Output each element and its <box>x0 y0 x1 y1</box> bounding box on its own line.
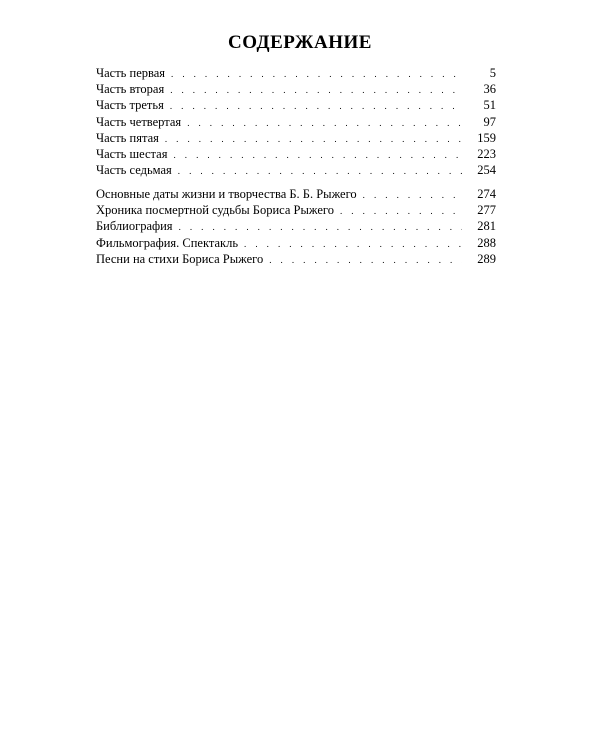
toc-entry-label: Хроника посмертной судьбы Бориса Рыжего <box>96 203 334 218</box>
toc-entry-label: Фильмография. Спектакль <box>96 235 239 250</box>
toc-page-number: 289 <box>477 251 496 266</box>
toc-entry-appendix-1 <box>96 186 496 202</box>
page-title: СОДЕРЖАНИЕ <box>228 32 372 53</box>
toc-entry-label: Часть первая <box>96 66 166 80</box>
toc-page-number: 5 <box>489 66 496 80</box>
dot-leader <box>244 236 462 252</box>
toc-page-number: 223 <box>477 146 496 161</box>
toc-entry-part-5 <box>96 130 496 146</box>
toc-page-number: 281 <box>477 219 496 234</box>
toc-page-number: 254 <box>477 163 496 178</box>
toc-parts <box>96 65 496 178</box>
dot-leader <box>165 131 462 147</box>
toc-entry-label: Часть третья <box>96 98 164 113</box>
toc-entry-part-3 <box>96 97 496 113</box>
dot-leader <box>269 252 462 268</box>
toc-entry-appendix-3 <box>96 218 496 234</box>
toc-entry-part-2 <box>96 81 496 97</box>
toc-entry-appendix-4 <box>96 235 496 251</box>
dot-leader <box>340 203 462 219</box>
dot-leader <box>363 187 462 203</box>
toc-entry-part-1 <box>96 65 496 81</box>
dot-leader <box>178 163 462 179</box>
toc-page-number: 288 <box>477 235 496 250</box>
toc-page-number: 36 <box>483 82 496 97</box>
toc-entry-appendix-2 <box>96 202 496 218</box>
dot-leader <box>187 115 462 131</box>
toc-page-number: 159 <box>477 130 496 145</box>
toc-entry-label: Часть четвертая <box>96 114 182 129</box>
dot-leader <box>179 219 462 235</box>
toc-page-number: 51 <box>483 98 496 113</box>
dot-leader <box>170 98 462 114</box>
toc-appendix <box>96 186 496 267</box>
toc-entry-appendix-5 <box>96 251 496 267</box>
toc-entry-label: Часть пятая <box>96 130 159 145</box>
toc-entry-part-4 <box>96 114 496 130</box>
toc-entry-label: Часть седьмая <box>96 163 172 178</box>
dot-leader <box>173 147 462 163</box>
toc-entry-part-6 <box>96 146 496 162</box>
toc-page-number: 277 <box>477 203 496 218</box>
toc-page-number: 274 <box>477 187 496 201</box>
toc-page-number: 97 <box>483 114 496 129</box>
toc-entry-label: Часть шестая <box>96 146 168 161</box>
dot-leader <box>171 66 462 82</box>
toc-entry-label: Часть вторая <box>96 82 165 97</box>
toc-entry-label: Песни на стихи Бориса Рыжего <box>96 251 264 266</box>
toc-entry-label: Основные даты жизни и творчества Б. Б. Рыжего <box>96 187 357 201</box>
toc-entry-part-7 <box>96 162 496 178</box>
dot-leader <box>170 82 462 98</box>
toc-entry-label: Библиография <box>96 219 173 234</box>
